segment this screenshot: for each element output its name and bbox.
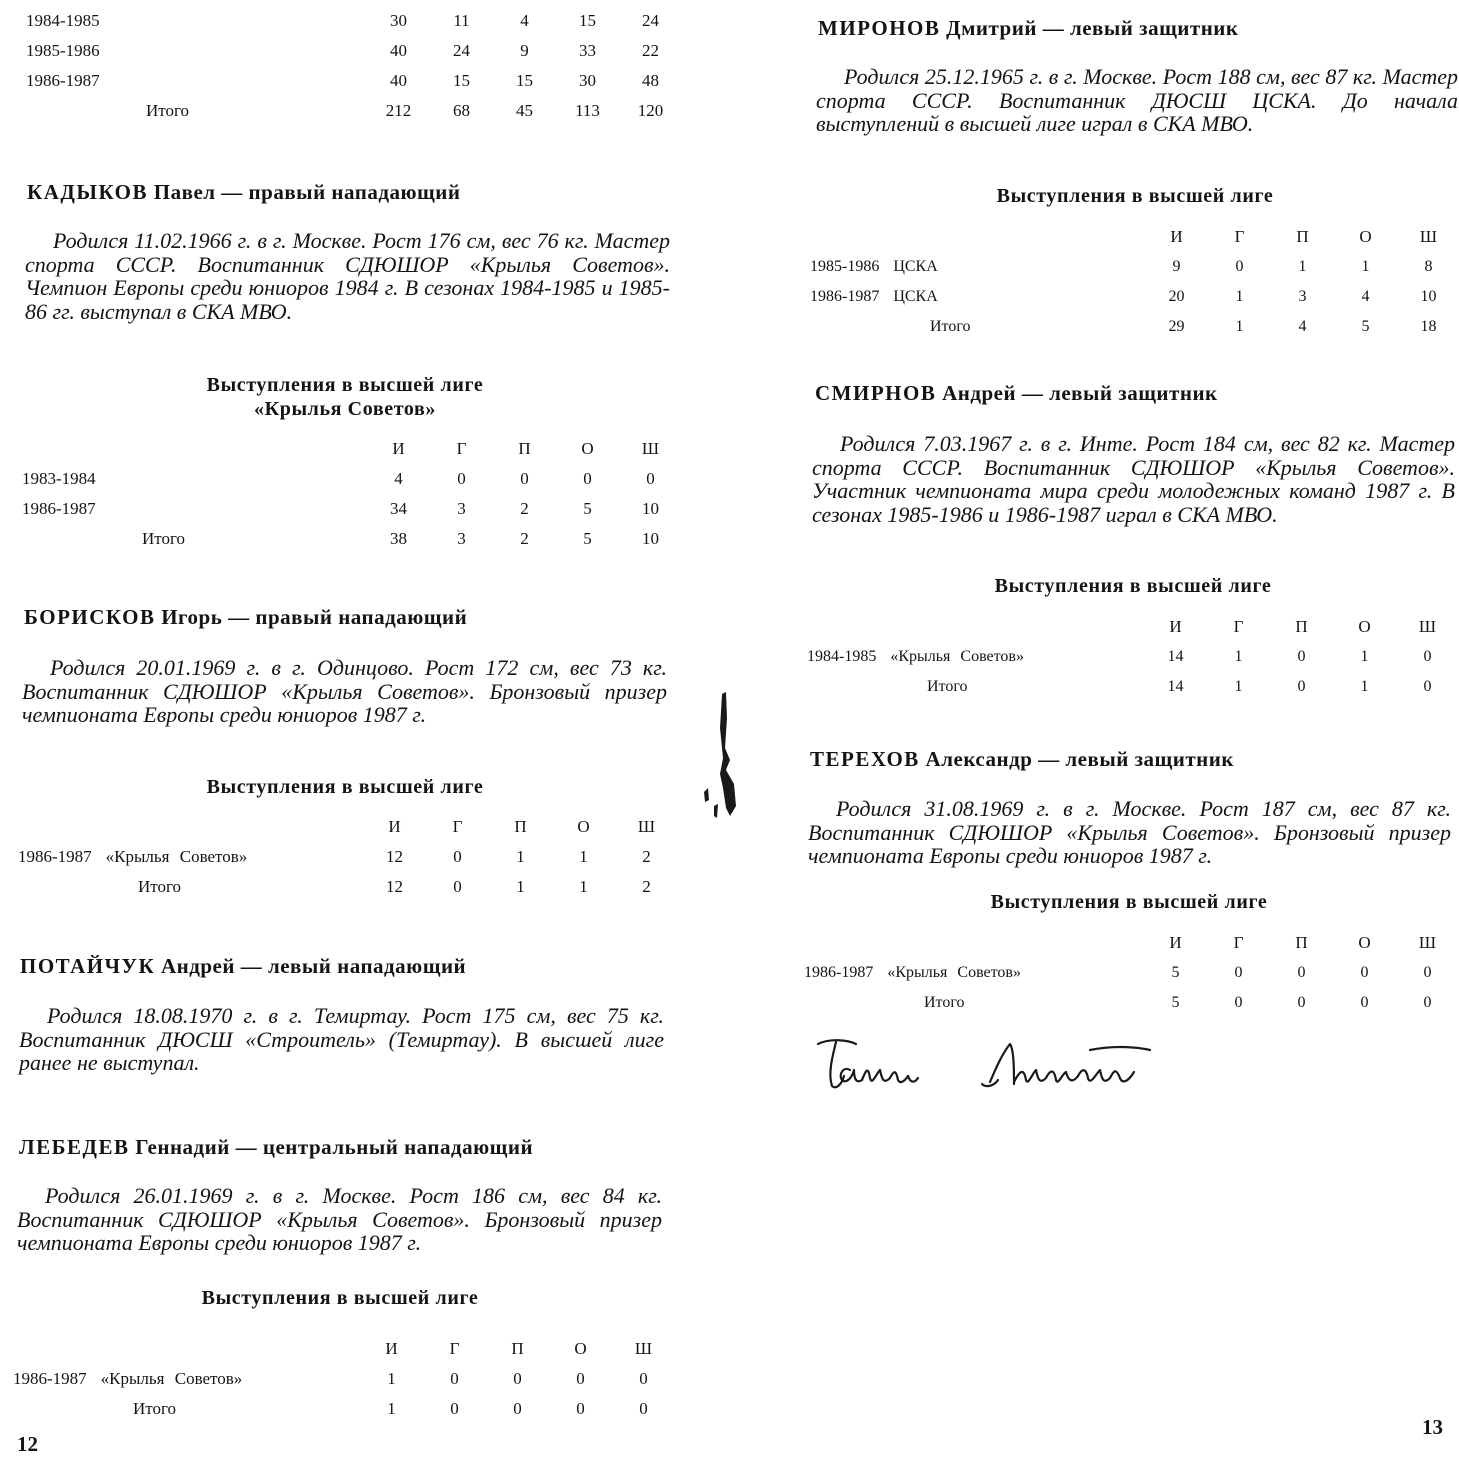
stats-title-text: Выступления в высшей лиге bbox=[206, 374, 484, 396]
stats-header-row bbox=[810, 222, 1459, 252]
total-row bbox=[807, 672, 1459, 702]
stat-value: 0 bbox=[1423, 678, 1432, 695]
team-label: «Крылья Советов» bbox=[105, 847, 248, 866]
table-row bbox=[810, 282, 1459, 312]
stat-value: 48 bbox=[642, 71, 659, 90]
total-label-cell bbox=[807, 672, 1144, 702]
stat-value: 0 bbox=[576, 1399, 585, 1418]
player-stats-table bbox=[807, 612, 1459, 702]
stat-value: 3 bbox=[1298, 288, 1307, 305]
player-heading bbox=[20, 954, 466, 979]
stats-title-text: Выступления в высшей лиге bbox=[996, 185, 1274, 207]
stats-column-header: Г bbox=[1233, 617, 1244, 636]
season-cell bbox=[26, 6, 367, 36]
player-stats-table bbox=[22, 434, 682, 554]
season-label: 1984-1985 bbox=[807, 648, 877, 665]
stat-value: 0 bbox=[1360, 964, 1369, 981]
page-number-left: 12 bbox=[17, 1432, 38, 1456]
player-position: — левый защитник bbox=[1021, 381, 1218, 405]
stat-value: 1 bbox=[1361, 258, 1370, 275]
bio-text: Родился 31.08.1969 г. в г. Москве. Рост 187 см, вес 87 кг. Воспитанник СДЮШОР «Крылья Советов». Бронзовый призер чемпионата Европы среди юниоров 1987 г. bbox=[808, 796, 1451, 868]
total-label: Итого bbox=[133, 1399, 177, 1418]
stats-header-row bbox=[804, 928, 1459, 958]
stat-value: 11 bbox=[453, 11, 470, 30]
stats-header-spacer bbox=[18, 812, 363, 842]
player-name: Павел bbox=[153, 180, 216, 204]
stats-column-header: О bbox=[1358, 933, 1371, 952]
player-position: — правый нападающий bbox=[221, 180, 461, 204]
stats-column-header: Г bbox=[452, 817, 463, 836]
total-label-cell bbox=[13, 1394, 360, 1424]
total-row bbox=[804, 988, 1459, 1018]
stats-column-header: Г bbox=[1233, 933, 1244, 952]
player-position: — левый защитник bbox=[1042, 16, 1239, 40]
player-name: Андрей bbox=[160, 954, 235, 978]
player-bio bbox=[25, 229, 670, 323]
stat-value: 38 bbox=[390, 529, 407, 548]
stat-value: 1 bbox=[1298, 258, 1307, 275]
stat-value: 0 bbox=[520, 469, 529, 488]
stat-value: 0 bbox=[639, 1369, 648, 1388]
season-cell bbox=[810, 252, 1145, 282]
stats-column-header: И bbox=[388, 817, 401, 836]
season-label: 1986-1987 bbox=[22, 499, 96, 518]
table-row bbox=[26, 66, 682, 96]
stat-value: 24 bbox=[642, 11, 659, 30]
player-bio bbox=[22, 656, 667, 727]
stats-column-header: П bbox=[518, 439, 531, 458]
stat-value: 0 bbox=[1360, 994, 1369, 1011]
stats-title-text: Выступления в высшей лиге bbox=[994, 575, 1272, 597]
stat-value: 5 bbox=[583, 499, 592, 518]
stat-value: 0 bbox=[1235, 258, 1244, 275]
season-cell bbox=[22, 464, 367, 494]
season-label: 1986-1987 bbox=[13, 1369, 87, 1388]
table-row bbox=[18, 842, 678, 872]
stat-value: 0 bbox=[1297, 994, 1306, 1011]
player-surname: КАДЫКОВ bbox=[27, 180, 149, 204]
season-cell bbox=[804, 958, 1144, 988]
ink-mark-icon bbox=[696, 688, 746, 828]
stats-title bbox=[140, 775, 550, 799]
stat-value: 3 bbox=[457, 499, 466, 518]
stat-value: 14 bbox=[1167, 648, 1184, 665]
stat-value: 0 bbox=[1297, 964, 1306, 981]
season-cell bbox=[22, 494, 367, 524]
season-cell bbox=[13, 1364, 360, 1394]
season-label: 1986-1987 bbox=[18, 847, 92, 866]
stats-column-header: П bbox=[1295, 933, 1308, 952]
total-label-cell bbox=[26, 96, 367, 126]
stat-value: 0 bbox=[457, 469, 466, 488]
stat-value: 1 bbox=[579, 877, 588, 896]
stat-value: 212 bbox=[385, 101, 412, 120]
season-label: 1985-1986 bbox=[810, 258, 880, 275]
stat-value: 40 bbox=[390, 71, 407, 90]
stat-value: 2 bbox=[642, 877, 651, 896]
stat-value: 1 bbox=[516, 877, 525, 896]
stat-value: 1 bbox=[1234, 648, 1243, 665]
stats-title bbox=[135, 1286, 545, 1310]
player-bio bbox=[816, 65, 1458, 136]
player-bio bbox=[812, 432, 1455, 526]
player-surname: БОРИСКОВ bbox=[24, 605, 156, 629]
stat-value: 0 bbox=[1234, 994, 1243, 1011]
stats-column-header: О bbox=[574, 1339, 587, 1358]
stat-value: 5 bbox=[583, 529, 592, 548]
stats-header-row bbox=[13, 1334, 675, 1364]
stat-value: 5 bbox=[1361, 318, 1370, 335]
stat-value: 29 bbox=[1168, 318, 1185, 335]
stats-column-header: И bbox=[1170, 227, 1183, 246]
stats-subtitle-text: «Крылья Советов» bbox=[254, 398, 436, 420]
total-label: Итого bbox=[146, 101, 190, 120]
season-cell bbox=[26, 36, 367, 66]
stats-title bbox=[928, 574, 1338, 598]
stats-title bbox=[140, 373, 550, 421]
stats-header-row bbox=[18, 812, 678, 842]
player-stats-table bbox=[810, 222, 1459, 342]
stat-value: 24 bbox=[453, 41, 470, 60]
player-bio bbox=[808, 797, 1451, 868]
stats-column-header: Ш bbox=[634, 1339, 653, 1358]
player-heading bbox=[19, 1135, 533, 1160]
stat-value: 0 bbox=[583, 469, 592, 488]
stat-value: 12 bbox=[386, 877, 403, 896]
stats-column-header: Г bbox=[1234, 227, 1245, 246]
total-label: Итого bbox=[924, 994, 965, 1011]
carryover-stats-table bbox=[26, 6, 682, 126]
season-cell bbox=[18, 842, 363, 872]
total-label: Итого bbox=[930, 318, 971, 335]
stat-value: 5 bbox=[1171, 964, 1180, 981]
team-label: «Крылья Советов» bbox=[890, 648, 1024, 665]
stat-value: 34 bbox=[390, 499, 407, 518]
stat-value: 0 bbox=[1297, 678, 1306, 695]
stats-title bbox=[930, 184, 1340, 208]
stat-value: 0 bbox=[576, 1369, 585, 1388]
player-name: Игорь bbox=[161, 605, 223, 629]
total-label-cell bbox=[804, 988, 1144, 1018]
player-stats-table bbox=[18, 812, 678, 902]
player-position: — центральный нападающий bbox=[235, 1135, 534, 1159]
stats-header-row bbox=[22, 434, 682, 464]
table-row bbox=[22, 494, 682, 524]
stat-value: 9 bbox=[520, 41, 529, 60]
bio-text: Родился 18.08.1970 г. в г. Темиртау. Рост 175 см, вес 75 кг. Воспитанник ДЮСШ «Строитель» (Темиртау). В высшей лиге ранее не выступал. bbox=[19, 1003, 664, 1075]
table-row bbox=[810, 252, 1459, 282]
stats-column-header: Г bbox=[456, 439, 467, 458]
stat-value: 1 bbox=[387, 1369, 396, 1388]
total-label-cell bbox=[18, 872, 363, 902]
stats-title-text: Выступления в высшей лиге bbox=[206, 776, 484, 798]
player-position: — левый нападающий bbox=[240, 954, 467, 978]
player-heading bbox=[24, 605, 467, 630]
stat-value: 1 bbox=[387, 1399, 396, 1418]
player-surname: ТЕРЕХОВ bbox=[810, 747, 920, 771]
season-label: 1986-1987 bbox=[810, 288, 880, 305]
stat-value: 15 bbox=[516, 71, 533, 90]
season-label: 1985-1986 bbox=[26, 41, 100, 60]
total-label: Итого bbox=[142, 529, 186, 548]
player-bio bbox=[17, 1184, 662, 1255]
stat-value: 14 bbox=[1167, 678, 1184, 695]
stat-value: 15 bbox=[453, 71, 470, 90]
stats-title-text: Выступления в высшей лиге bbox=[990, 891, 1268, 913]
stat-value: 30 bbox=[579, 71, 596, 90]
stat-value: 30 bbox=[390, 11, 407, 30]
player-bio bbox=[19, 1004, 664, 1075]
player-position: — правый нападающий bbox=[228, 605, 468, 629]
stats-column-header: И bbox=[392, 439, 405, 458]
stats-column-header: Ш bbox=[641, 439, 660, 458]
player-heading bbox=[818, 16, 1239, 41]
stat-value: 0 bbox=[453, 847, 462, 866]
table-row bbox=[22, 464, 682, 494]
stats-column-header: О bbox=[581, 439, 594, 458]
stats-column-header: О bbox=[577, 817, 590, 836]
bio-text: Родился 7.03.1967 г. в г. Инте. Рост 184 см, вес 82 кг. Мастер спорта СССР. Воспитанник СДЮШОР «Крылья Советов». Участник чемпионата мира среди молодежных команд 1987 г. В сезонах 1985-1986 и 1986-1987 играл в СКА МВО. bbox=[812, 431, 1455, 527]
total-label-cell bbox=[22, 524, 367, 554]
stat-value: 1 bbox=[516, 847, 525, 866]
stat-value: 0 bbox=[453, 877, 462, 896]
player-stats-table bbox=[804, 928, 1459, 1018]
stat-value: 45 bbox=[516, 101, 533, 120]
stat-value: 3 bbox=[457, 529, 466, 548]
stat-value: 68 bbox=[453, 101, 470, 120]
season-cell bbox=[807, 642, 1144, 672]
stats-title bbox=[924, 890, 1334, 914]
stats-header-spacer bbox=[804, 928, 1144, 958]
bio-text: Родился 11.02.1966 г. в г. Москве. Рост 176 см, вес 76 кг. Мастер спорта СССР. Воспитанник СДЮШОР «Крылья Советов». Чемпион Европы среди юниоров 1984 г. В сезонах 1984-1985 и 1985-86 гг. выступал в СКА МВО. bbox=[25, 228, 670, 324]
stats-title-text: Выступления в высшей лиге bbox=[201, 1287, 479, 1309]
stat-value: 0 bbox=[1423, 648, 1432, 665]
stat-value: 1 bbox=[1235, 288, 1244, 305]
stats-header-spacer bbox=[810, 222, 1145, 252]
stat-value: 40 bbox=[390, 41, 407, 60]
stats-column-header: О bbox=[1358, 617, 1371, 636]
player-stats-table bbox=[13, 1334, 675, 1424]
stat-value: 2 bbox=[642, 847, 651, 866]
season-label: 1986-1987 bbox=[26, 71, 100, 90]
player-heading bbox=[27, 180, 460, 205]
team-label: ЦСКА bbox=[893, 258, 938, 275]
stat-value: 22 bbox=[642, 41, 659, 60]
stat-value: 0 bbox=[1297, 648, 1306, 665]
stat-value: 1 bbox=[579, 847, 588, 866]
stat-value: 0 bbox=[513, 1369, 522, 1388]
stat-value: 0 bbox=[1234, 964, 1243, 981]
stat-value: 1 bbox=[1235, 318, 1244, 335]
player-name: Александр bbox=[925, 747, 1033, 771]
table-row bbox=[13, 1364, 675, 1394]
bio-text: Родился 25.12.1965 г. в г. Москве. Рост 188 см, вес 87 кг. Мастер спорта СССР. Воспитанник ДЮСШ ЦСКА. До начала выступлений в высшей лиге играл в СКА МВО. bbox=[816, 64, 1458, 136]
stat-value: 0 bbox=[450, 1369, 459, 1388]
stat-value: 12 bbox=[386, 847, 403, 866]
player-name: Геннадий bbox=[135, 1135, 230, 1159]
player-name: Андрей bbox=[942, 381, 1017, 405]
season-label: 1984-1985 bbox=[26, 11, 100, 30]
stat-value: 0 bbox=[1423, 964, 1432, 981]
player-position: — левый защитник bbox=[1038, 747, 1234, 771]
stat-value: 2 bbox=[520, 529, 529, 548]
stat-value: 0 bbox=[513, 1399, 522, 1418]
stat-value: 18 bbox=[1420, 318, 1437, 335]
stat-value: 1 bbox=[1360, 678, 1369, 695]
stat-value: 20 bbox=[1168, 288, 1185, 305]
stats-column-header: Ш bbox=[637, 817, 656, 836]
page-number-right: 13 bbox=[1422, 1415, 1443, 1439]
stat-value: 0 bbox=[646, 469, 655, 488]
stats-header-row bbox=[807, 612, 1459, 642]
stat-value: 33 bbox=[579, 41, 596, 60]
table-row bbox=[26, 6, 682, 36]
stat-value: 1 bbox=[1234, 678, 1243, 695]
stat-value: 120 bbox=[637, 101, 664, 120]
stats-column-header: Г bbox=[449, 1339, 460, 1358]
stat-value: 4 bbox=[520, 11, 529, 30]
table-row bbox=[26, 36, 682, 66]
stat-value: 0 bbox=[639, 1399, 648, 1418]
stats-header-spacer bbox=[807, 612, 1144, 642]
player-heading bbox=[815, 381, 1218, 406]
stat-value: 10 bbox=[1420, 288, 1437, 305]
total-row bbox=[26, 96, 682, 126]
bio-text: Родился 26.01.1969 г. в г. Москве. Рост 186 см, вес 84 кг. Воспитанник СДЮШОР «Крылья Советов». Бронзовый призер чемпионата Европы среди юниоров 1987 г. bbox=[17, 1183, 662, 1255]
total-row bbox=[18, 872, 678, 902]
stats-column-header: Ш bbox=[1418, 933, 1437, 952]
stat-value: 2 bbox=[520, 499, 529, 518]
stat-value: 8 bbox=[1424, 258, 1433, 275]
stats-column-header: Ш bbox=[1418, 617, 1437, 636]
player-surname: ЛЕБЕДЕВ bbox=[19, 1135, 130, 1159]
bio-text: Родился 20.01.1969 г. в г. Одинцово. Рост 172 см, вес 73 кг. Воспитанник СДЮШОР «Крылья Советов». Бронзовый призер чемпионата Европы среди юниоров 1987 г. bbox=[22, 655, 667, 727]
total-row bbox=[810, 312, 1459, 342]
total-row bbox=[22, 524, 682, 554]
stat-value: 15 bbox=[579, 11, 596, 30]
stats-column-header: О bbox=[1359, 227, 1372, 246]
season-label: 1986-1987 bbox=[804, 964, 874, 981]
total-row bbox=[13, 1394, 675, 1424]
stats-column-header: Ш bbox=[1419, 227, 1438, 246]
player-heading bbox=[810, 747, 1234, 772]
stat-value: 5 bbox=[1171, 994, 1180, 1011]
stat-value: 1 bbox=[1360, 648, 1369, 665]
stats-column-header: П bbox=[514, 817, 527, 836]
player-surname: ПОТАЙЧУК bbox=[20, 954, 156, 978]
stat-value: 0 bbox=[1423, 994, 1432, 1011]
stats-header-spacer bbox=[22, 434, 367, 464]
season-cell bbox=[810, 282, 1145, 312]
season-cell bbox=[26, 66, 367, 96]
stat-value: 4 bbox=[1361, 288, 1370, 305]
stat-value: 4 bbox=[394, 469, 403, 488]
team-label: «Крылья Советов» bbox=[100, 1369, 243, 1388]
total-label: Итого bbox=[138, 877, 182, 896]
stats-column-header: П bbox=[511, 1339, 524, 1358]
total-label-cell bbox=[810, 312, 1145, 342]
player-name: Дмитрий bbox=[946, 16, 1037, 40]
stats-column-header: И bbox=[1169, 617, 1182, 636]
team-label: ЦСКА bbox=[893, 288, 938, 305]
stat-value: 10 bbox=[642, 499, 659, 518]
stats-column-header: П bbox=[1296, 227, 1309, 246]
stat-value: 113 bbox=[575, 101, 600, 120]
stat-value: 0 bbox=[450, 1399, 459, 1418]
stats-column-header: И bbox=[385, 1339, 398, 1358]
stat-value: 4 bbox=[1298, 318, 1307, 335]
table-row bbox=[804, 958, 1459, 988]
player-surname: МИРОНОВ bbox=[818, 16, 941, 40]
season-label: 1983-1984 bbox=[22, 469, 96, 488]
stats-column-header: И bbox=[1169, 933, 1182, 952]
stats-header-spacer bbox=[13, 1334, 360, 1364]
stat-value: 10 bbox=[642, 529, 659, 548]
total-label: Итого bbox=[927, 678, 968, 695]
table-row bbox=[807, 642, 1459, 672]
handwritten-signature-icon bbox=[810, 1030, 1190, 1100]
stats-column-header: П bbox=[1295, 617, 1308, 636]
player-surname: СМИРНОВ bbox=[815, 381, 937, 405]
team-label: «Крылья Советов» bbox=[887, 964, 1021, 981]
stat-value: 9 bbox=[1172, 258, 1181, 275]
